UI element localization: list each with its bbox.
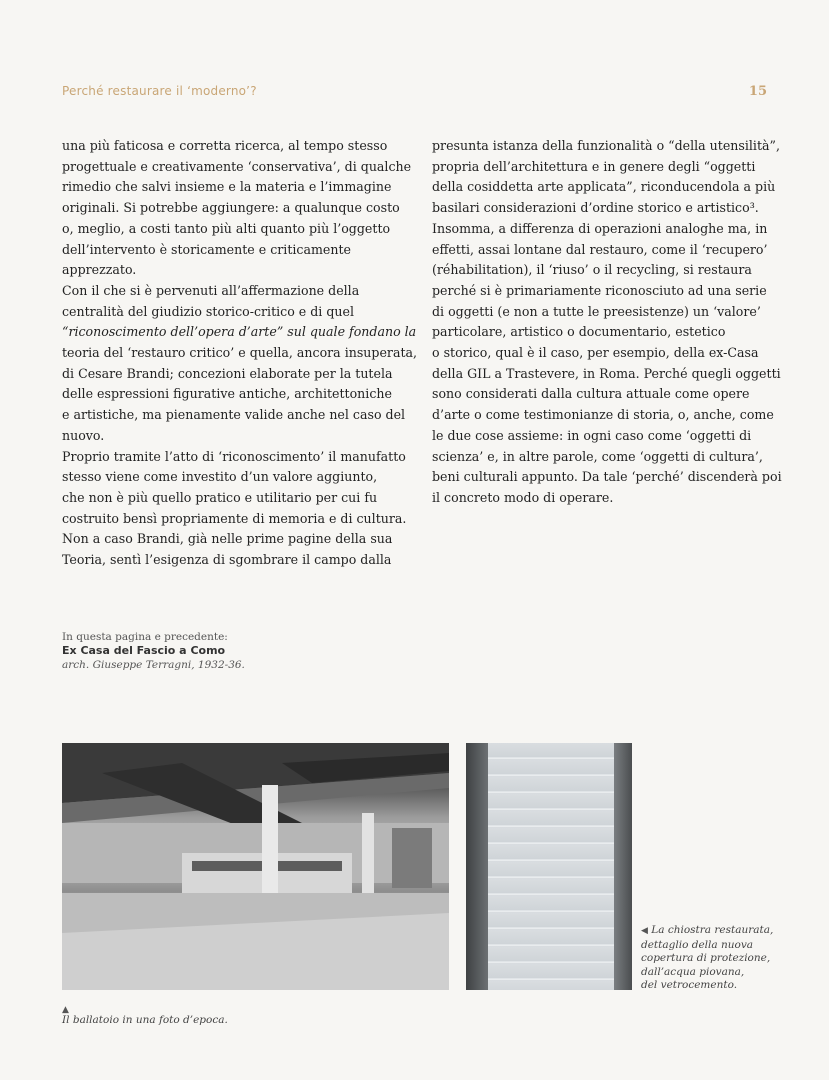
text-line: Con il che si è pervenuti all’affermazione della xyxy=(62,282,360,298)
caption-text: Il ballatoio in una foto d’epoca. xyxy=(62,1014,228,1026)
text-line: Teoria, sentì l’esigenza di sgombrare il campo dalla xyxy=(62,552,392,568)
photo-ballatoio-illustration xyxy=(62,743,449,990)
text-line: originali. Si potrebbe aggiungere: a qualunque costo xyxy=(62,200,400,216)
text-line: d’arte o come testimonianze di storia, o, anche, come xyxy=(432,407,774,423)
text-line: beni culturali appunto. Da tale ‘perché’ discenderà poi xyxy=(432,469,782,485)
running-head: Perché restaurare il ‘moderno’? xyxy=(62,84,257,98)
left-arrow-icon: ◀ xyxy=(641,926,648,936)
text-line: Non a caso Brandi, già nelle prime pagine della sua xyxy=(62,531,393,547)
text-line: Insomma, a differenza di operazioni analoghe ma, in xyxy=(432,220,768,236)
caption-line: del vetrocemento. xyxy=(641,979,738,991)
text-column-left xyxy=(62,136,418,571)
text-line: della cosiddetta arte applicata”, riconducendola a più xyxy=(432,179,776,195)
text-line: rimedio che salvi insieme e la materia e l’immagine xyxy=(62,179,392,195)
text-column-right xyxy=(432,136,782,509)
text-line: il concreto modo di operare. xyxy=(432,489,614,505)
text-line: presunta istanza della funzionalità o “della utensilità”, xyxy=(432,138,780,153)
caption-credit: arch. Giuseppe Terragni, 1932-36. xyxy=(62,659,245,671)
text-line: o, meglio, a costi tanto più alti quanto più l’oggetto xyxy=(62,220,391,236)
text-line: scienza’ e, in altre parole, come ‘oggetti di cultura’, xyxy=(432,448,763,464)
text-line: le due cose assieme: in ogni caso come ‘oggetti di xyxy=(432,427,752,443)
text-line: dell’intervento è storicamente e criticamente xyxy=(62,241,351,257)
caption-intro: In questa pagina e precedente: xyxy=(62,631,228,643)
text-line: una più faticosa e corretta ricerca, al tempo stesso xyxy=(62,138,388,153)
text-line: stesso viene come investito d’un valore aggiunto, xyxy=(62,469,378,485)
text-line: effetti, assai lontane dal restauro, come il ‘recupero’ xyxy=(432,241,768,257)
text-line: delle espressioni figurative antiche, architettoniche xyxy=(62,386,392,402)
text-line: di Cesare Brandi; concezioni elaborate per la tutela xyxy=(62,365,393,381)
caption-line: La chiostra restaurata, xyxy=(651,924,774,936)
text-line: particolare, artistico o documentario, estetico xyxy=(432,324,726,340)
text-line: nuovo. xyxy=(62,427,105,443)
text-line: costruito bensì propriamente di memoria e di cultura. xyxy=(62,510,407,526)
caption-line: dettaglio della nuova xyxy=(641,938,754,951)
caption-ballatoio xyxy=(62,1006,228,1026)
figure-caption xyxy=(62,630,245,672)
photo-chiostra xyxy=(466,743,632,990)
text-line: teoria del ‘restauro critico’ e quella, ancora insuperata, xyxy=(62,345,418,361)
caption-title: Ex Casa del Fascio a Como xyxy=(62,644,226,657)
text-line: e artistiche, ma pienamente valide anche nel caso del xyxy=(62,407,406,423)
text-line: basilari considerazioni d’ordine storico e artistico³. xyxy=(432,200,759,216)
text-line: progettuale e creativamente ‘conservativa’, di qualche xyxy=(62,158,412,174)
page-number: 15 xyxy=(748,84,767,99)
text-line: perché si è primariamente riconosciuto ad una serie xyxy=(432,282,767,298)
text-line: propria dell’architettura e in genere degli “oggetti xyxy=(432,158,756,174)
text-line: Proprio tramite l’atto di ‘riconoscimento’ il manufatto xyxy=(62,448,406,464)
text-line: “riconoscimento dell’opera d’arte” sul quale fondano la xyxy=(62,324,417,340)
text-line: apprezzato. xyxy=(62,262,137,278)
text-line: di oggetti (e non a tutte le preesistenze) un ‘valore’ xyxy=(432,303,761,319)
text-line: (réhabilitation), il ‘riuso’ o il recycling, si restaura xyxy=(432,262,752,278)
text-line: centralità del giudizio storico-critico e di quel xyxy=(62,303,354,319)
text-line: sono considerati dalla cultura attuale come opere xyxy=(432,386,750,402)
text-line: della GIL a Trastevere, in Roma. Perché quegli oggetti xyxy=(432,365,781,381)
up-arrow-icon: ▲ xyxy=(62,1005,69,1015)
caption-line: copertura di protezione, xyxy=(641,952,771,964)
caption-chiostra xyxy=(641,924,791,993)
text-line: o storico, qual è il caso, per esempio, della ex-Casa xyxy=(432,345,759,361)
photo-ballatoio xyxy=(62,743,449,990)
text-line: che non è più quello pratico e utilitario per cui fu xyxy=(62,489,378,505)
caption-line: dall’acqua piovana, xyxy=(641,965,745,978)
